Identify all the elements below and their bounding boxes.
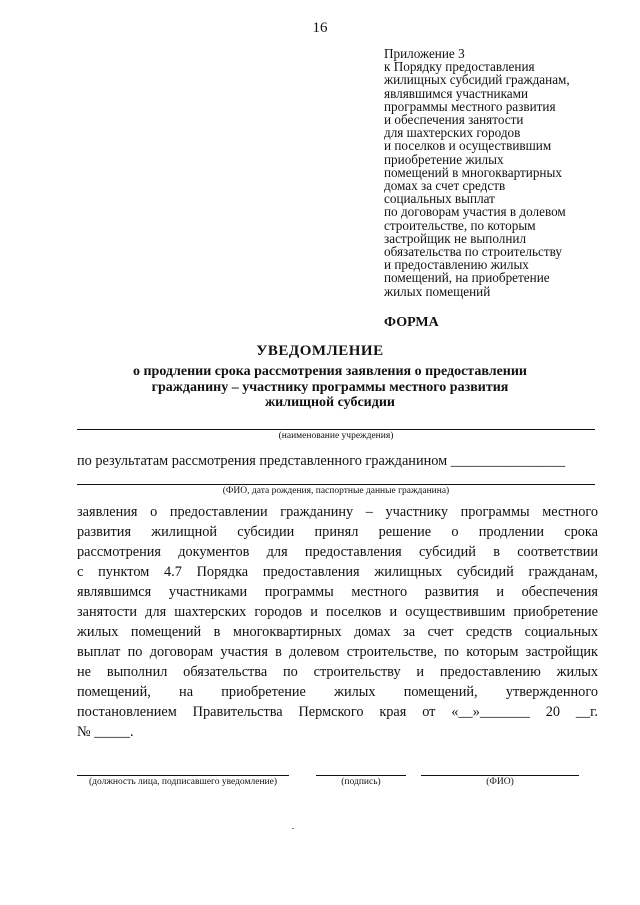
appendix-line: застройщик не выполнил xyxy=(384,230,527,246)
appendix-note xyxy=(384,47,624,298)
appendix-line: жилищных субсидий гражданам, xyxy=(384,72,570,88)
appendix-line: для шахтерских городов xyxy=(384,125,521,141)
body-line: заявления о предоставлении гражданину – участнику программы местного xyxy=(77,504,598,520)
appendix-line: и предоставлению жилых xyxy=(384,257,529,273)
subtitle-line: о продлении срока рассмотрения заявления о предоставлении xyxy=(132,364,527,379)
appendix-line: социальных выплат xyxy=(384,191,495,207)
body-line: помещений, на приобретение жилых помещений, утвержденного xyxy=(77,684,598,700)
scan-speck xyxy=(292,828,294,829)
full-name-caption: (ФИО) xyxy=(486,777,514,787)
appendix-line: Приложение 3 xyxy=(384,46,465,61)
page-number: 16 xyxy=(312,20,328,36)
document-subtitle xyxy=(100,364,560,411)
appendix-line: жилых помещений xyxy=(384,283,491,299)
full-name-line[interactable] xyxy=(421,775,579,776)
subtitle-line: гражданину – участнику программы местного развития xyxy=(151,379,509,395)
citizen-data-line[interactable] xyxy=(77,484,595,485)
appendix-line: и обеспечения занятости xyxy=(384,112,524,128)
results-text: по результатам рассмотрения представленного гражданином ________________ xyxy=(77,453,566,469)
appendix-line: по договорам участия в долевом xyxy=(384,204,566,220)
body-line: не выполнил обязательства по строительству и предоставлению жилых xyxy=(77,664,598,680)
appendix-line: обязательства по строительству xyxy=(384,244,562,260)
signature-caption: (подпись) xyxy=(341,777,381,787)
appendix-line: приобретение жилых xyxy=(384,151,504,167)
appendix-line: к Порядку предоставления xyxy=(384,59,535,75)
body-line: выплат по договорам участия в долевом строительстве, по которым застройщик xyxy=(77,644,598,660)
subtitle-line: жилищной субсидии xyxy=(265,395,395,410)
appendix-line: строительстве, по которым xyxy=(384,217,536,233)
appendix-line: являвшимся участниками xyxy=(384,85,529,101)
body-line: являвшимся участниками программы местного развития и обеспечения xyxy=(77,584,598,600)
body-line: жилых помещений в многоквартирных домах за счет средств социальных xyxy=(77,624,598,640)
position-signature-line[interactable] xyxy=(77,775,289,776)
appendix-line: помещений, на приобретение xyxy=(384,270,550,286)
appendix-line: помещений в многоквартирных xyxy=(384,164,562,180)
form-label: ФОРМА xyxy=(384,315,439,330)
body-line: развития жилищной субсидии принял решение о продлении срока xyxy=(77,524,598,540)
appendix-line: домах за счет средств xyxy=(384,178,506,194)
appendix-line: и поселков и осуществившим xyxy=(384,138,552,154)
body-line: занятости для шахтерских городов и поселков и осуществившим приобретение xyxy=(77,604,598,620)
position-caption: (должность лица, подписавшего уведомление) xyxy=(88,777,278,787)
institution-caption: (наименование учреждения) xyxy=(278,431,394,441)
institution-name-line[interactable] xyxy=(77,429,595,430)
body-line: с пунктом 4.7 Порядка предоставления жилищных субсидий гражданам, xyxy=(77,564,598,580)
document-title: УВЕДОМЛЕНИЕ xyxy=(256,343,384,359)
signature-line[interactable] xyxy=(316,775,406,776)
body-line: № _____. xyxy=(77,724,134,740)
citizen-caption: (ФИО, дата рождения, паспортные данные гражданина) xyxy=(222,486,450,496)
body-line: рассмотрения документов для предоставления субсидий в соответствии xyxy=(77,544,598,560)
body-line: постановлением Правительства Пермского края от «__»_______ 20 __г. xyxy=(77,704,598,720)
appendix-line: программы местного развития xyxy=(384,98,556,114)
